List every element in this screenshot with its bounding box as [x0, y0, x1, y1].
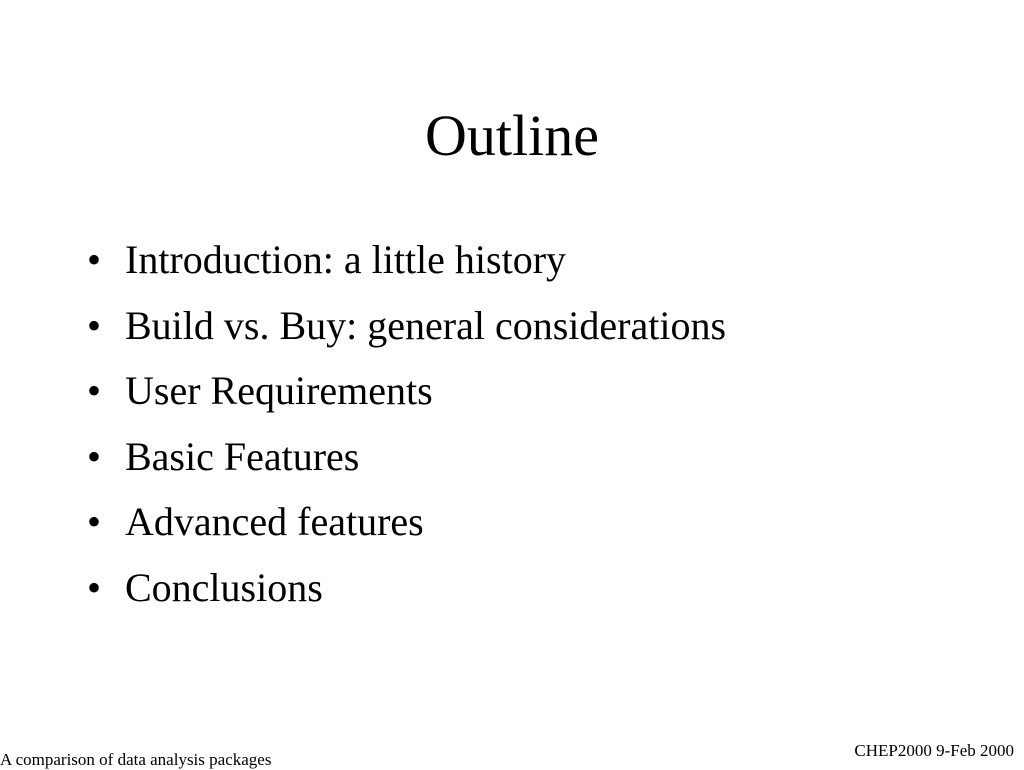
- list-item: [87, 424, 726, 490]
- list-item-text: Conclusions: [125, 564, 323, 610]
- bullet-icon: •: [87, 237, 102, 282]
- list-item: [87, 489, 726, 555]
- bullet-icon: •: [87, 499, 102, 545]
- outline-list: [87, 227, 726, 621]
- list-item: [87, 293, 726, 359]
- list-item: [87, 358, 726, 424]
- list-item-text: User Requirements: [125, 368, 433, 414]
- bullet-icon: •: [87, 433, 102, 479]
- bullet-icon: •: [87, 564, 102, 610]
- footer-conference-date: CHEP2000 9-Feb 2000: [854, 741, 1014, 760]
- bullet-icon: •: [87, 302, 102, 348]
- list-item-text: Introduction: a little history: [125, 237, 567, 282]
- list-item-text: Advanced features: [125, 499, 424, 545]
- list-item-text: Basic Features: [125, 433, 360, 479]
- bullet-icon: •: [87, 368, 102, 414]
- slide-title: Outline: [425, 103, 599, 168]
- footer-presentation-title: A comparison of data analysis packages: [0, 750, 272, 769]
- list-item: [87, 555, 726, 621]
- list-item: [87, 227, 726, 293]
- list-item-text: Build vs. Buy: general considerations: [125, 302, 727, 348]
